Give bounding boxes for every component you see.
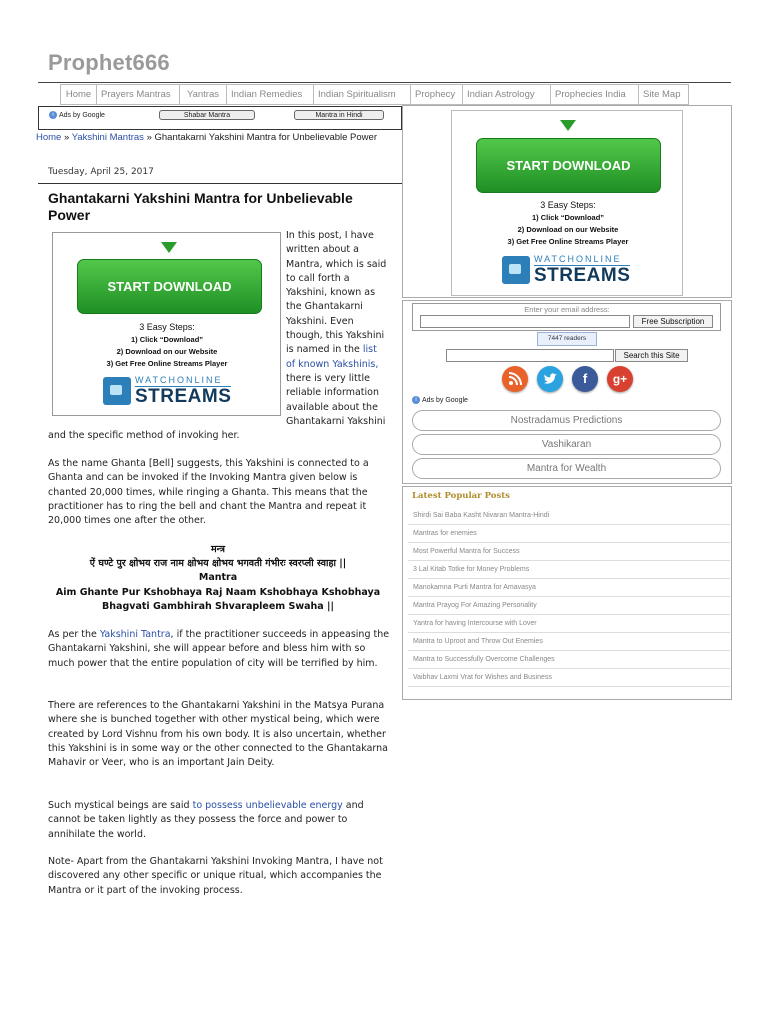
intro-paragraph xyxy=(286,229,396,429)
breadcrumb xyxy=(36,131,396,144)
popular-post-link[interactable]: Mantra to Uproot and Throw Out Enemies xyxy=(408,633,730,651)
nav-home[interactable]: Home xyxy=(61,85,97,104)
unbelievable-energy-link[interactable]: to possess unbelievable energy xyxy=(192,800,343,811)
p5-text: Such mystical beings are said xyxy=(48,800,193,811)
paragraph-energy xyxy=(48,799,383,842)
paragraph-note: Note- Apart from the Ghantakarni Yakshini Invoking Mantra, I have not discovered any other specific or unique ritual, which accompanies the Mantra or it part of the invoking process. xyxy=(48,856,383,896)
ad-link-mantra-wealth[interactable]: Mantra for Wealth xyxy=(412,458,721,479)
intro-line: though, this Yakshini xyxy=(286,330,385,342)
step-item: 3) Get Free Online Streams Player xyxy=(507,237,629,246)
subscribe-label: Enter your email address: xyxy=(524,305,610,314)
popular-posts-title: Latest Popular Posts xyxy=(412,491,510,501)
sidebar-download-ad[interactable] xyxy=(451,110,683,296)
watchonline-streams-logo xyxy=(103,376,231,406)
intro-line: available about the xyxy=(286,401,378,413)
paragraph-ghanta: As the name Ghanta [Bell] suggests, this Yakshini is connected to a Ghanta and can be invoked if the Invoking Mantra given below is chanted 20,000 times, while ringing a Ghanta. This means that the practitioner has to ring the bell and chant the Mantra and repeat it 20,000 times one after the other. xyxy=(48,458,369,527)
nav-yantras[interactable]: Yantras xyxy=(180,85,227,104)
nav-indian-spiritualism[interactable]: Indian Spiritualism xyxy=(314,85,411,104)
nav-prophecy[interactable]: Prophecy xyxy=(411,85,463,104)
down-arrow-icon xyxy=(560,120,576,131)
feed-readers-badge[interactable]: 7447 readers xyxy=(537,332,597,346)
ads-by-google[interactable] xyxy=(49,111,105,119)
step-item: 1) Click “Download” xyxy=(531,213,605,222)
down-arrow-icon xyxy=(161,242,177,253)
p5-text: and cannot be taken lightly as they possess the force and power to annihilate the world. xyxy=(48,800,364,840)
intro-line: reliable information xyxy=(286,387,380,399)
ad-link-shabar-mantra[interactable]: Shabar Mantra xyxy=(159,110,255,120)
p3-text: As per the xyxy=(48,629,100,640)
ad-link-nostradamus[interactable]: Nostradamus Predictions xyxy=(412,410,721,431)
intro-line: to call forth a xyxy=(286,272,350,284)
popular-post-link[interactable]: Shirdi Sai Baba Kasht Nivaran Mantra-Hindi xyxy=(408,507,730,525)
yakshini-tantra-link[interactable]: Yakshini Tantra xyxy=(99,629,171,640)
sidebar-start-download-button[interactable]: START DOWNLOAD xyxy=(476,138,661,193)
nav-prophecies-india[interactable]: Prophecies India xyxy=(551,85,639,104)
logo-watchonline: WATCHONLINE xyxy=(135,376,231,387)
popular-post-link[interactable]: Mantras for enemies xyxy=(408,525,730,543)
site-title[interactable]: Prophet666 xyxy=(48,50,170,75)
intro-line: Ghantakarni Yakshini xyxy=(286,415,386,427)
post-title[interactable]: Ghantakarni Yakshini Mantra for Unbelievable Power xyxy=(48,190,353,223)
breadcrumb-home[interactable]: Home xyxy=(36,132,62,143)
ad-link-mantra-in-hindi[interactable]: Mantra in Hindi xyxy=(294,110,384,120)
info-icon: i xyxy=(412,396,420,404)
ads-by-google-label: Ads by Google xyxy=(422,396,468,404)
facebook-icon[interactable]: f xyxy=(572,366,598,392)
intro-line: In this post, I have xyxy=(286,230,374,241)
header-divider xyxy=(38,82,731,83)
breadcrumb-current: Ghantakarni Yakshini Mantra for Unbelievable Power xyxy=(154,132,377,143)
search-input[interactable] xyxy=(446,349,614,362)
popular-post-link[interactable]: Mantra Prayog For Amazing Personality xyxy=(408,597,730,615)
logo-watchonline: WATCHONLINE xyxy=(534,255,630,266)
mantra-line-2: Bhagvati Gambhirah Shvarapleem Swaha || xyxy=(102,601,334,612)
nav-indian-astrology[interactable]: Indian Astrology xyxy=(463,85,551,104)
intro-line: there is very little xyxy=(286,372,370,384)
intro-named-text: is named in the xyxy=(286,344,363,356)
step-item: 3) Get Free Online Streams Player xyxy=(106,359,228,368)
watchonline-streams-logo xyxy=(502,255,630,285)
nav-site-map[interactable]: Site Map xyxy=(643,89,681,100)
step-item: 2) Download on our Website xyxy=(517,225,619,234)
free-subscription-button[interactable]: Free Subscription xyxy=(633,315,713,328)
info-icon: i xyxy=(49,111,57,119)
known-yakshinis-link[interactable]: of known Yakshinis, xyxy=(286,358,379,370)
step-item: 2) Download on our Website xyxy=(116,347,218,356)
intro-line: the Ghantakarni xyxy=(286,301,363,313)
breadcrumb-separator: » xyxy=(146,132,152,143)
sidebar-ad-steps xyxy=(468,199,668,248)
download-ad[interactable] xyxy=(52,232,281,416)
popular-post-link[interactable]: Most Powerful Mantra for Success xyxy=(408,543,730,561)
steps-title: 3 Easy Steps: xyxy=(540,200,596,210)
nav-prayers-mantras[interactable]: Prayers Mantras xyxy=(97,85,180,104)
step-item: 1) Click “Download” xyxy=(130,335,204,344)
twitter-icon[interactable] xyxy=(537,366,563,392)
main-nav xyxy=(60,84,689,105)
popular-post-link[interactable]: Mantra to Successfully Overcome Challenges xyxy=(408,651,730,669)
logo-streams: STREAMS xyxy=(135,386,232,407)
popular-post-link[interactable]: Yantra for having Intercourse with Lover xyxy=(408,615,730,633)
list-link[interactable]: list xyxy=(362,344,377,356)
mantra-hindi-label: मन्त्र xyxy=(210,544,225,555)
camera-icon xyxy=(103,377,131,405)
nav-indian-remedies[interactable]: Indian Remedies xyxy=(227,85,314,104)
date-divider xyxy=(38,183,402,184)
search-site-button[interactable]: Search this Site xyxy=(615,349,688,362)
mantra-label: Mantra xyxy=(198,572,238,583)
camera-icon xyxy=(502,256,530,284)
steps-title: 3 Easy Steps: xyxy=(139,322,195,332)
google-plus-icon[interactable]: g+ xyxy=(607,366,633,392)
ad-link-vashikaran[interactable]: Vashikaran xyxy=(412,434,721,455)
breadcrumb-separator: » xyxy=(63,132,70,143)
mantra-line-1: Aim Ghante Pur Kshobhaya Raj Naam Kshobhaya Kshobhaya xyxy=(55,587,381,598)
ads-by-google-sidebar[interactable] xyxy=(412,396,468,404)
ad-steps xyxy=(67,321,267,370)
mantra-hindi: ऐं घण्टे पुर क्षोभय राज नाम क्षोभय क्षोभय भगवती गंभीरः स्वरप्ली स्वाहा || xyxy=(89,558,347,569)
intro-line: Mantra, which is said xyxy=(286,258,387,270)
breadcrumb-category[interactable]: Yakshini Mantras xyxy=(71,132,144,143)
intro-line: Yakshini, known as xyxy=(286,287,376,299)
post-date: Tuesday, April 25, 2017 xyxy=(48,167,154,177)
email-field[interactable] xyxy=(420,315,630,328)
popular-posts-list xyxy=(408,507,730,687)
popular-post-link[interactable]: Vaibhav Laxmi Vrat for Wishes and Business xyxy=(408,669,730,687)
intro-line: Yakshini. Even xyxy=(286,315,354,327)
start-download-button[interactable]: START DOWNLOAD xyxy=(77,259,262,314)
ad-links-bar xyxy=(38,106,402,130)
intro-line: written about a xyxy=(286,244,359,256)
paragraph-tantra xyxy=(48,628,390,671)
ads-by-google-label: Ads by Google xyxy=(59,111,105,119)
rss-icon[interactable] xyxy=(502,366,528,392)
p3-text: , if the practitioner succeeds in appeasing the Ghantakarni Yakshini, she will appear before and bless him with so much power that the entire population of city will be terrified by him. xyxy=(48,629,390,669)
paragraph-purana: There are references to the Ghantakarni Yakshini in the Matsya Purana where she is bunched together with other mystical being, which were created by Lord Vishnu from his own body. It is also uncertain, whether this Yakshini is in some way or the other connected to the Ghantakarna Mahavir or Veer, who is an important Jain Deity. xyxy=(48,700,388,769)
intro-end: and the specific method of invoking her. xyxy=(48,430,240,441)
popular-post-link[interactable]: Manokamna Purti Mantra for Amavasya xyxy=(408,579,730,597)
popular-post-link[interactable]: 3 Lal Kitab Totke for Money Problems xyxy=(408,561,730,579)
logo-streams: STREAMS xyxy=(534,265,631,286)
